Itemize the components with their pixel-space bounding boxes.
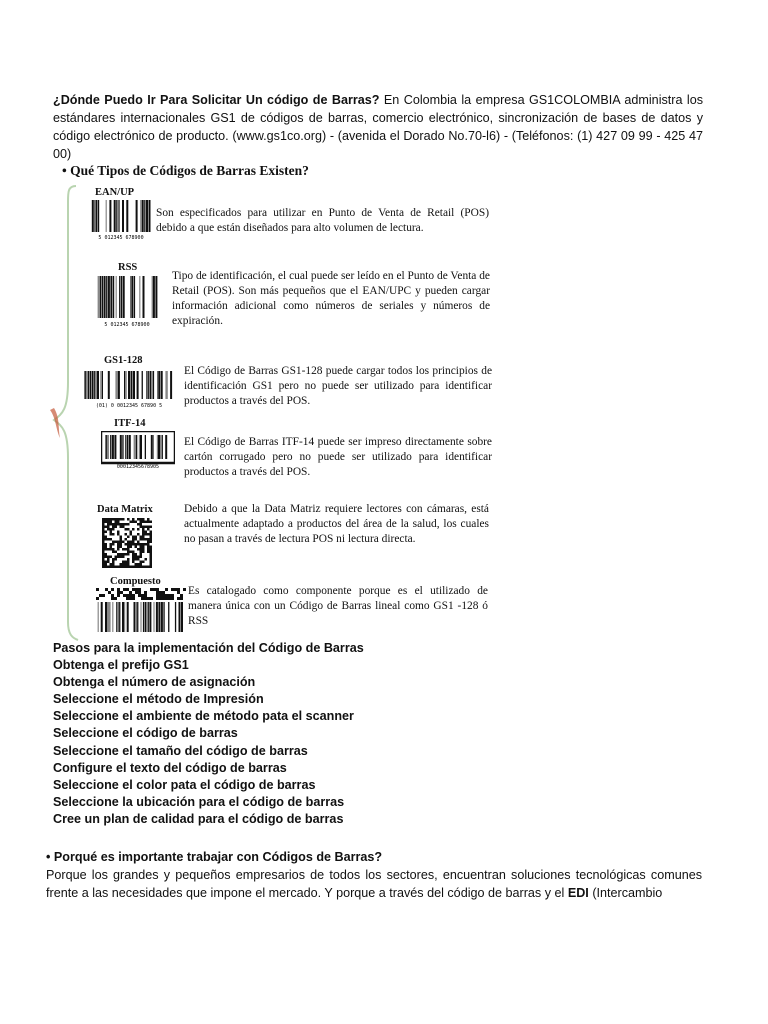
why-body-end: (Intercambio: [592, 886, 663, 900]
why-body-start: Porque los grandes y pequeños empresarios de todos los sectores, encuentran soluciones tecnológicas comunes frente a las necesidades que impone el mercado. Y porque a través del código de barras y el: [46, 868, 702, 900]
itf-14-barcode-number: 00012345678905: [116, 464, 160, 469]
code-label-ean: EAN/UP: [95, 187, 135, 198]
why-body-bold: EDI: [567, 886, 589, 900]
step-item: Seleccione el ambiente de método pata el scanner: [53, 709, 354, 724]
intro-answer: En Colombia la empresa GS1COLOMBIA administra los estándares internacionales GS1 de códigos de barras, comercio electrónico, sincronización de bases de datos y código electrónico de producto. (www.gs1co.org) - (avenida el Dorado No.70-l6) - (Teléfonos: (1) 427 09 99 - 425 47 00): [53, 93, 704, 161]
step-item: Seleccione el tamaño del código de barras: [53, 743, 308, 758]
code-desc-itf-14: El Código de Barras ITF-14 puede ser impreso directamente sobre cartón corrugado pero no puede ser utilizado para identificar productos a través del POS.: [184, 436, 492, 478]
code-label-itf-14: ITF-14: [114, 418, 146, 429]
brace-graphic: [46, 182, 86, 642]
ean-barcode-number: 5 012345 678900: [98, 235, 144, 240]
why-section: [46, 848, 702, 902]
code-label-data-matrix: Data Matrix: [97, 504, 153, 515]
ean-barcode-image: [90, 200, 152, 240]
code-label-rss: RSS: [118, 262, 138, 273]
intro-question: ¿Dónde Puedo Ir Para Solicitar Un código de Barras?: [53, 93, 380, 107]
code-desc-compuesto: Es catalogado como componente porque es el utilizado de manera única con un Código de Barras lineal como GS1 -128 ó RSS: [188, 585, 488, 627]
barcode-types-figure: [46, 160, 496, 635]
data-matrix-image: [102, 518, 152, 568]
code-desc-rss: Tipo de identificación, el cual puede ser leído en el Punto de Venta de Retail (POS). Son más pequeños que el EAN/UPC y pueden cargar información adicional como números de seriales y números de expiración.: [172, 270, 490, 327]
step-item: Obtenga el prefijo GS1: [53, 658, 189, 673]
step-item: Cree un plan de calidad para el código de barras: [53, 811, 344, 826]
rss-barcode-number: 5 012345 678900: [104, 322, 150, 328]
compuesto-barcode-image: [96, 588, 188, 634]
step-item: Configure el texto del código de barras: [53, 760, 287, 775]
rss-barcode-image: [96, 276, 158, 328]
figure-title: • Qué Tipos de Códigos de Barras Existen?: [62, 163, 309, 178]
step-item: Seleccione el código de barras: [53, 726, 238, 741]
why-heading: • Porqué es importante trabajar con Códigos de Barras?: [46, 850, 383, 864]
code-desc-gs1-128: El Código de Barras GS1-128 puede cargar todos los principios de identificación GS1 pero no puede ser utilizado para identificar productos a través del POS.: [184, 365, 492, 407]
step-item: Seleccione el color pata el código de barras: [53, 777, 316, 792]
code-label-gs1-128: GS1-128: [104, 355, 143, 366]
gs1-128-barcode-image: [84, 371, 174, 409]
step-item: Obtenga el número de asignación: [53, 675, 256, 690]
code-label-compuesto: Compuesto: [110, 576, 161, 587]
code-desc-ean: Son especificados para utilizar en Punto de Venta de Retail (POS) debido a que están diseñados para alto volumen de lectura.: [156, 207, 489, 234]
gs1-128-barcode-number: (01) 0 0012345 67890 5: [95, 403, 163, 409]
implementation-steps: [53, 640, 703, 828]
code-desc-data-matrix: Debido a que la Data Matriz requiere lectores con cámaras, está actualmente adaptado a productos del área de la salud, los cuales no pasan a través de lectura POS ni lectura directa.: [184, 503, 489, 545]
step-item: Seleccione el método de Impresión: [53, 692, 264, 707]
steps-heading: Pasos para la implementación del Código de Barras: [53, 641, 364, 655]
intro-paragraph: [53, 91, 703, 163]
step-item: Seleccione la ubicación para el código de barras: [53, 794, 345, 809]
itf-14-barcode-image: [101, 431, 175, 469]
